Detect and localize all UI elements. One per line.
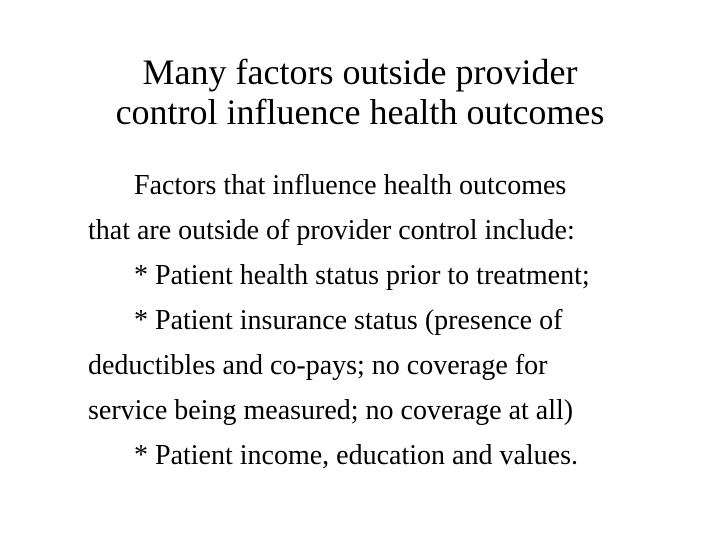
bullet-insurance-status-continued: deductibles and co-pays; no coverage for bbox=[88, 350, 548, 381]
bullet-income-education-values: * Patient income, education and values. bbox=[134, 440, 578, 471]
slide-title-line: Many factors outside provider bbox=[142, 52, 578, 92]
slide-title bbox=[60, 52, 660, 132]
bullet-insurance-status-continued: service being measured; no coverage at all) bbox=[88, 395, 574, 426]
slide-body bbox=[88, 163, 708, 478]
bullet-insurance-status: * Patient insurance status (presence of bbox=[134, 305, 563, 336]
body-line-intro: Factors that influence health outcomes bbox=[134, 170, 567, 201]
bullet-health-status: * Patient health status prior to treatment; bbox=[134, 260, 590, 291]
slide-title-line: control influence health outcomes bbox=[115, 92, 605, 132]
body-line-intro-continued: that are outside of provider control include: bbox=[88, 215, 575, 246]
